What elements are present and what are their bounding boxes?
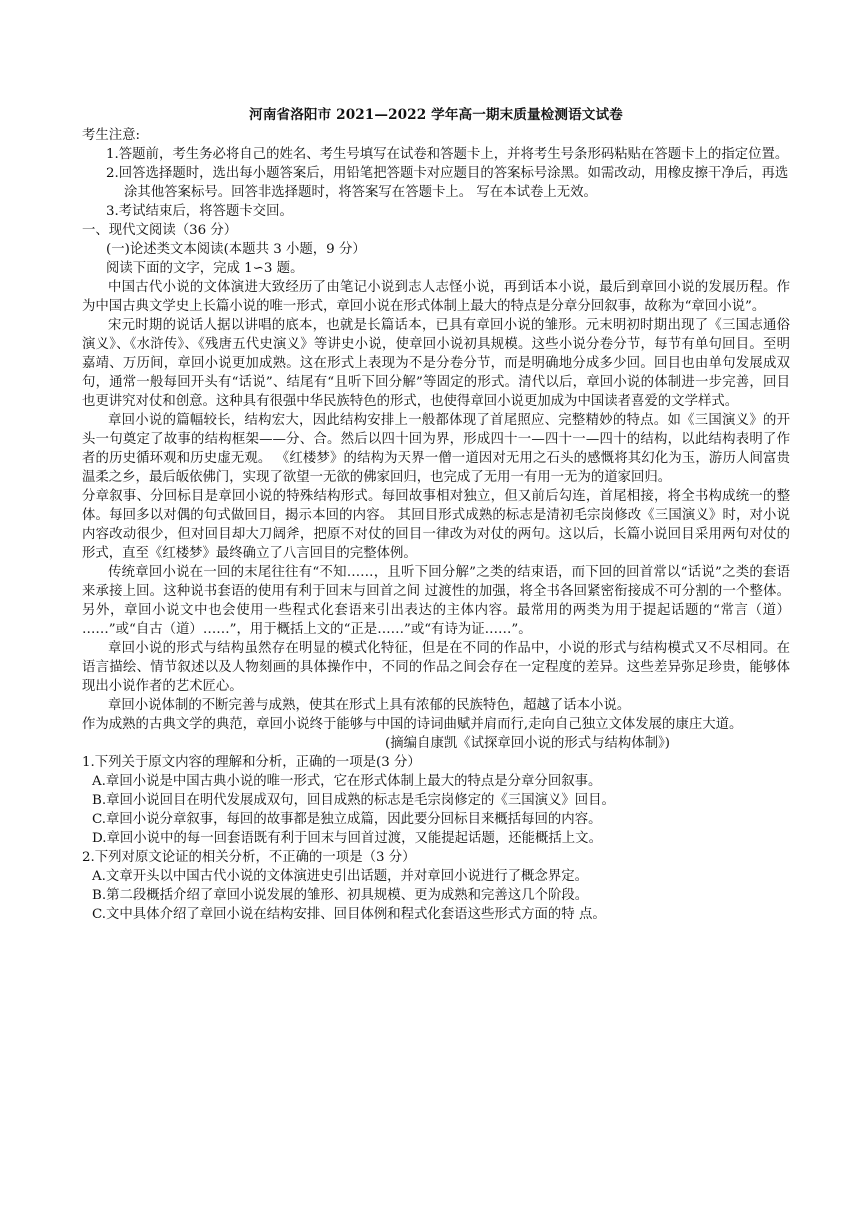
exam-title: 河南省洛阳市 2021—2022 学年高一期末质量检测语文试卷 <box>249 107 623 123</box>
section-heading-block <box>82 221 790 278</box>
answer-option: A.章回小说是中国古典小说的唯一形式，它在形式体制上最大的特点是分章分回叙事。 <box>92 774 602 789</box>
answer-option: B.章回小说回目在明代发展成双句，回目成熟的标志是毛宗岗修定的《三国演义》回目。 <box>92 793 615 808</box>
article-paragraph: 章回小说的篇幅较长，结构宏大，因此结构安排上一般都体现了首尾照应、完整精妙的特点。如《三国演义》的开头一句奠定了故事的结构框架——分、合。然后以四十回为界，形成四十一—四十一—四十的结构，以此结构表明了作者的历史循环观和历史虚无观。 《红楼梦》的结构为天界一僧一道因对无用之石头的感慨将其幻化为玉，游历人间富贵温柔之乡，最后皈依佛门，实现了欲望一无欲的佛家回归，也完成了无用一有用一无为的道家回归。 <box>82 413 790 485</box>
notice-item: 3.考试结束后，将答题卡交回。 <box>106 204 293 219</box>
article-source: (摘编自康凯《试探章回小说的形式与结构体制》) <box>385 736 670 751</box>
section-heading: 一、现代文阅读（36 分） <box>82 223 238 238</box>
article-paragraph: 作为成熟的古典文学的典范，章回小说终于能够与中国的诗词曲赋并肩而行,走向自己独立文体发展的康庄大道。 <box>82 717 743 732</box>
answer-option: C.文中具体介绍了章回小说在结构安排、回目体例和程式化套语这些形式方面的特 点。 <box>92 907 606 922</box>
reading-instruction: 阅读下面的文字，完成 1∽3 题。 <box>106 261 304 276</box>
question-stem: 1.下列关于原文内容的理解和分析，正确的一项是(3 分） <box>82 755 421 770</box>
article-paragraph: 传统章回小说在一回的末尾往往有“不知……，且听下回分解”之类的结束语，而下回的回首常以“话说”之类的套语来承接上回。这种说书套语的使用有利于回末与回首之间 过渡性的加强，将全书各回紧密衔接成不可分割的一个整体。另外，章回小说文中也会使用一些程式化套语来引出表达的主体内容。最常用的两类为用于提起话题的“常言（道） ……”或“自古（道）……”，用于概括上文的“正是……”或“有诗为证……”。 <box>82 565 790 637</box>
answer-option: B.第二段概括介绍了章回小说发展的雏形、初具规模、更为成熟和完善这几个阶段。 <box>92 888 589 903</box>
article-paragraph: 中国古代小说的文体演进大致经历了由笔记小说到志人志怪小说，再到话本小说，最后到章回小说的发展历程。作为中国古典文学史上长篇小说的唯一形式，章回小说在形式体制上最大的特点是分章分回叙事，故称为“章回小说”。 <box>82 280 790 314</box>
notice-heading: 考生注意: <box>82 128 141 143</box>
question-2 <box>82 848 790 924</box>
notice-item: 2.回答选择题时，选出每小题答案后，用铅笔把答题卡对应题目的答案标号涂黑。如需改动，用橡皮擦干净后，再选涂其他答案标号。回答非选择题时，将答案写在答题卡上。 写在本试卷上无效。 <box>106 166 789 200</box>
subsection-heading: (一)论述类文本阅读(本题共 3 小题，9 分） <box>106 242 366 257</box>
answer-option: D.章回小说中的每一回套语既有利于回末与回首过渡，又能提起话题，还能概括上文。 <box>92 831 602 846</box>
notice-block <box>82 126 790 221</box>
article-body <box>82 278 790 753</box>
notice-item: 1.答题前，考生务必将自己的姓名、考生号填写在试卷和答题卡上，并将考生号条形码粘贴在答题卡上的指定位置。 <box>106 147 789 162</box>
answer-option: A.文章开头以中国古代小说的文体演进史引出话题，并对章回小说进行了概念界定。 <box>92 869 588 884</box>
article-paragraph: 分章叙事、分回标目是章回小说的特殊结构形式。每回故事相对独立，但又前后勾连，首尾相接，将全书构成统一的整体。每回多以对偶的句式做回目，揭示本回的内容。 其回目形式成熟的标志是清初毛宗岗修改《三国演义》时，对小说内容改动很少，但对回目却大刀阔斧，把原不对仗的回目一律改为对仗的两句。这以后，长篇小说回目采用两句对仗的形式，直至《红楼梦》最终确立了八言回目的完整体例。 <box>82 489 790 561</box>
answer-option: C.章回小说分章叙事，每回的故事都是独立成篇，因此要分回标目来概括每回的内容。 <box>92 812 602 827</box>
question-1 <box>82 753 790 848</box>
article-paragraph: 章回小说的形式与结构虽然存在明显的模式化特征，但是在不同的作品中，小说的形式与结构模式又不尽相同。在语言描绘、情节叙述以及人物刻画的具体操作中，不同的作品之间会存在一定程度的差异。这些差异弥足珍贵，能够体现出小说作者的艺术匠心。 <box>82 641 790 694</box>
article-paragraph: 宋元时期的说话人据以讲唱的底本，也就是长篇话本，已具有章回小说的雏形。元末明初时期出现了《三国志通俗演义》、《水浒传》、《残唐五代史演义》等讲史小说，使章回小说初具规模。这些小说分卷分节，每节有单句回目。至明嘉靖、万历间，章回小说更加成熟。这在形式上表现为不是分卷分节，而是明确地分成多少回。回目也由单句发展成双句，通常一般每回开头有“话说”、结尾有“且听下回分解”等固定的形式。清代以后，章回小说的体制进一步完善，回目也更讲究对仗和创意。这种具有很强中华民族特色的形式，也使得章回小说更加成为中国读者喜爱的文学样式。 <box>82 318 790 409</box>
question-stem: 2.下列对原文论证的相关分析，不正确的一项是（3 分） <box>82 850 416 865</box>
article-paragraph: 章回小说体制的不断完善与成熟，使其在形式上具有浓郁的民族特色，超越了话本小说。 <box>108 698 631 713</box>
